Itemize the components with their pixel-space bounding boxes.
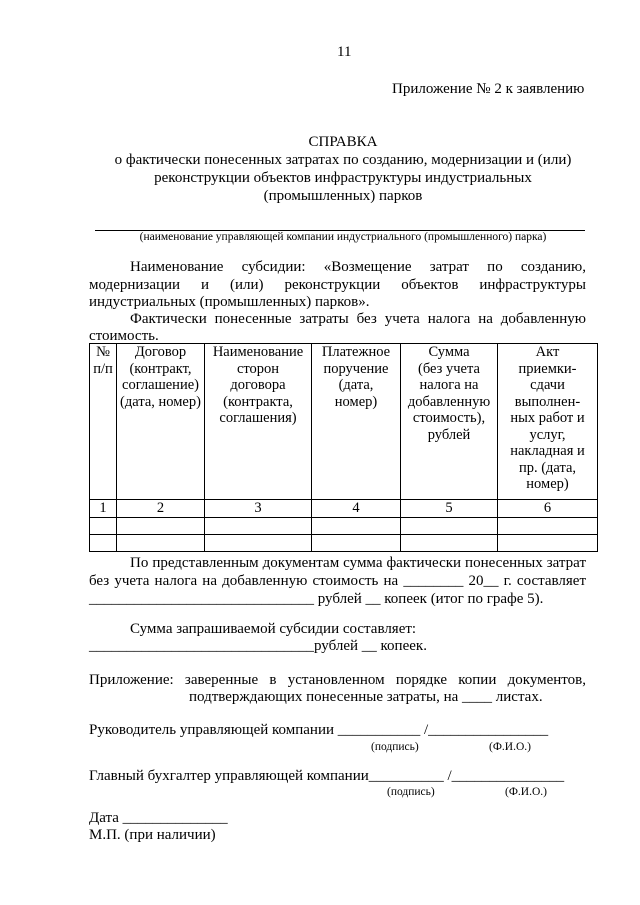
accountant-name-caption: (Ф.И.О.) (505, 786, 547, 798)
header-col-4: Платежное поручение (дата, номер) (312, 344, 401, 500)
accountant-sign-caption: (подпись) (387, 786, 435, 798)
document-title: СПРАВКА (308, 134, 378, 150)
table-cell (205, 534, 312, 551)
header-col-6: Акт приемки- сдачи выполнен- ных работ и услуг, накладная и пр. (дата, номер) (498, 344, 598, 500)
title-line-2: реконструкции объектов инфраструктуры индустриальных (154, 170, 532, 186)
table-row (90, 534, 598, 551)
costs-intro-line-2: стоимость. (89, 328, 159, 344)
table-cell (90, 534, 117, 551)
column-number: 4 (312, 500, 401, 518)
total-line-1: По представленным документам сумма фактически понесенных затрат (130, 555, 586, 571)
header-col-5: Сумма (без учета налога на добавленную стоимость), рублей (401, 344, 498, 500)
column-number: 1 (90, 500, 117, 518)
column-number: 3 (205, 500, 312, 518)
requested-line-1: Сумма запрашиваемой субсидии составляет: (130, 621, 417, 637)
head-sign-caption: (подпись) (371, 741, 419, 753)
table-cell (117, 517, 205, 534)
attachment-line-1: Приложение: заверенные в установленном порядке копии документов, (89, 672, 586, 688)
column-number: 5 (401, 500, 498, 518)
table-cell (312, 534, 401, 551)
accountant-signature-line: Главный бухгалтер управляющей компании__________ /_______________ (89, 768, 565, 784)
date-field: Дата ______________ (89, 810, 228, 826)
costs-table (89, 343, 598, 552)
total-line-3: ______________________________ рублей __ копеек (итог по графе 5). (89, 591, 544, 607)
column-number: 6 (498, 500, 598, 518)
subsidy-line-3: индустриальных (промышленных) парков». (89, 294, 370, 310)
table-cell (498, 517, 598, 534)
subsidy-line-1: Наименование субсидии: «Возмещение затрат по созданию, (130, 259, 586, 275)
costs-intro-line-1: Фактически понесенные затраты без учета налога на добавленную (130, 311, 586, 327)
table-row (90, 517, 598, 534)
head-signature-line: Руководитель управляющей компании ___________ /________________ (89, 722, 549, 738)
head-name-caption: (Ф.И.О.) (489, 741, 531, 753)
page-number: 11 (337, 44, 352, 60)
column-number: 2 (117, 500, 205, 518)
table-cell (312, 517, 401, 534)
table-cell (205, 517, 312, 534)
requested-line-2: ______________________________рублей __ копеек. (89, 638, 427, 654)
table-cell (401, 517, 498, 534)
title-line-1: о фактически понесенных затратах по созданию, модернизации и (или) (114, 152, 572, 168)
column-number-row (90, 500, 598, 518)
table-cell (117, 534, 205, 551)
header-col-3: Наименование сторон договора (контракта, соглашения) (205, 344, 312, 500)
attachment-line-2: подтверждающих понесенные затраты, на ____ листах. (189, 689, 543, 705)
total-line-2: без учета налога на добавленную стоимость на ________ 20__ г. составляет (89, 573, 586, 589)
table-cell (498, 534, 598, 551)
stamp-note: М.П. (при наличии) (89, 827, 216, 843)
table-header-row (90, 344, 598, 500)
header-col-2: Договор (контракт, соглашение) (дата, номер) (117, 344, 205, 500)
title-line-3: (промышленных) парков (263, 188, 423, 204)
subsidy-line-2: модернизации и (или) реконструкции объектов инфраструктуры (89, 277, 586, 293)
header-col-1: № п/п (90, 344, 117, 500)
table-cell (90, 517, 117, 534)
appendix-header: Приложение № 2 к заявлению (392, 81, 585, 97)
company-name-caption: (наименование управляющей компании индустриального (промышленного) парка) (139, 231, 547, 243)
table-cell (401, 534, 498, 551)
